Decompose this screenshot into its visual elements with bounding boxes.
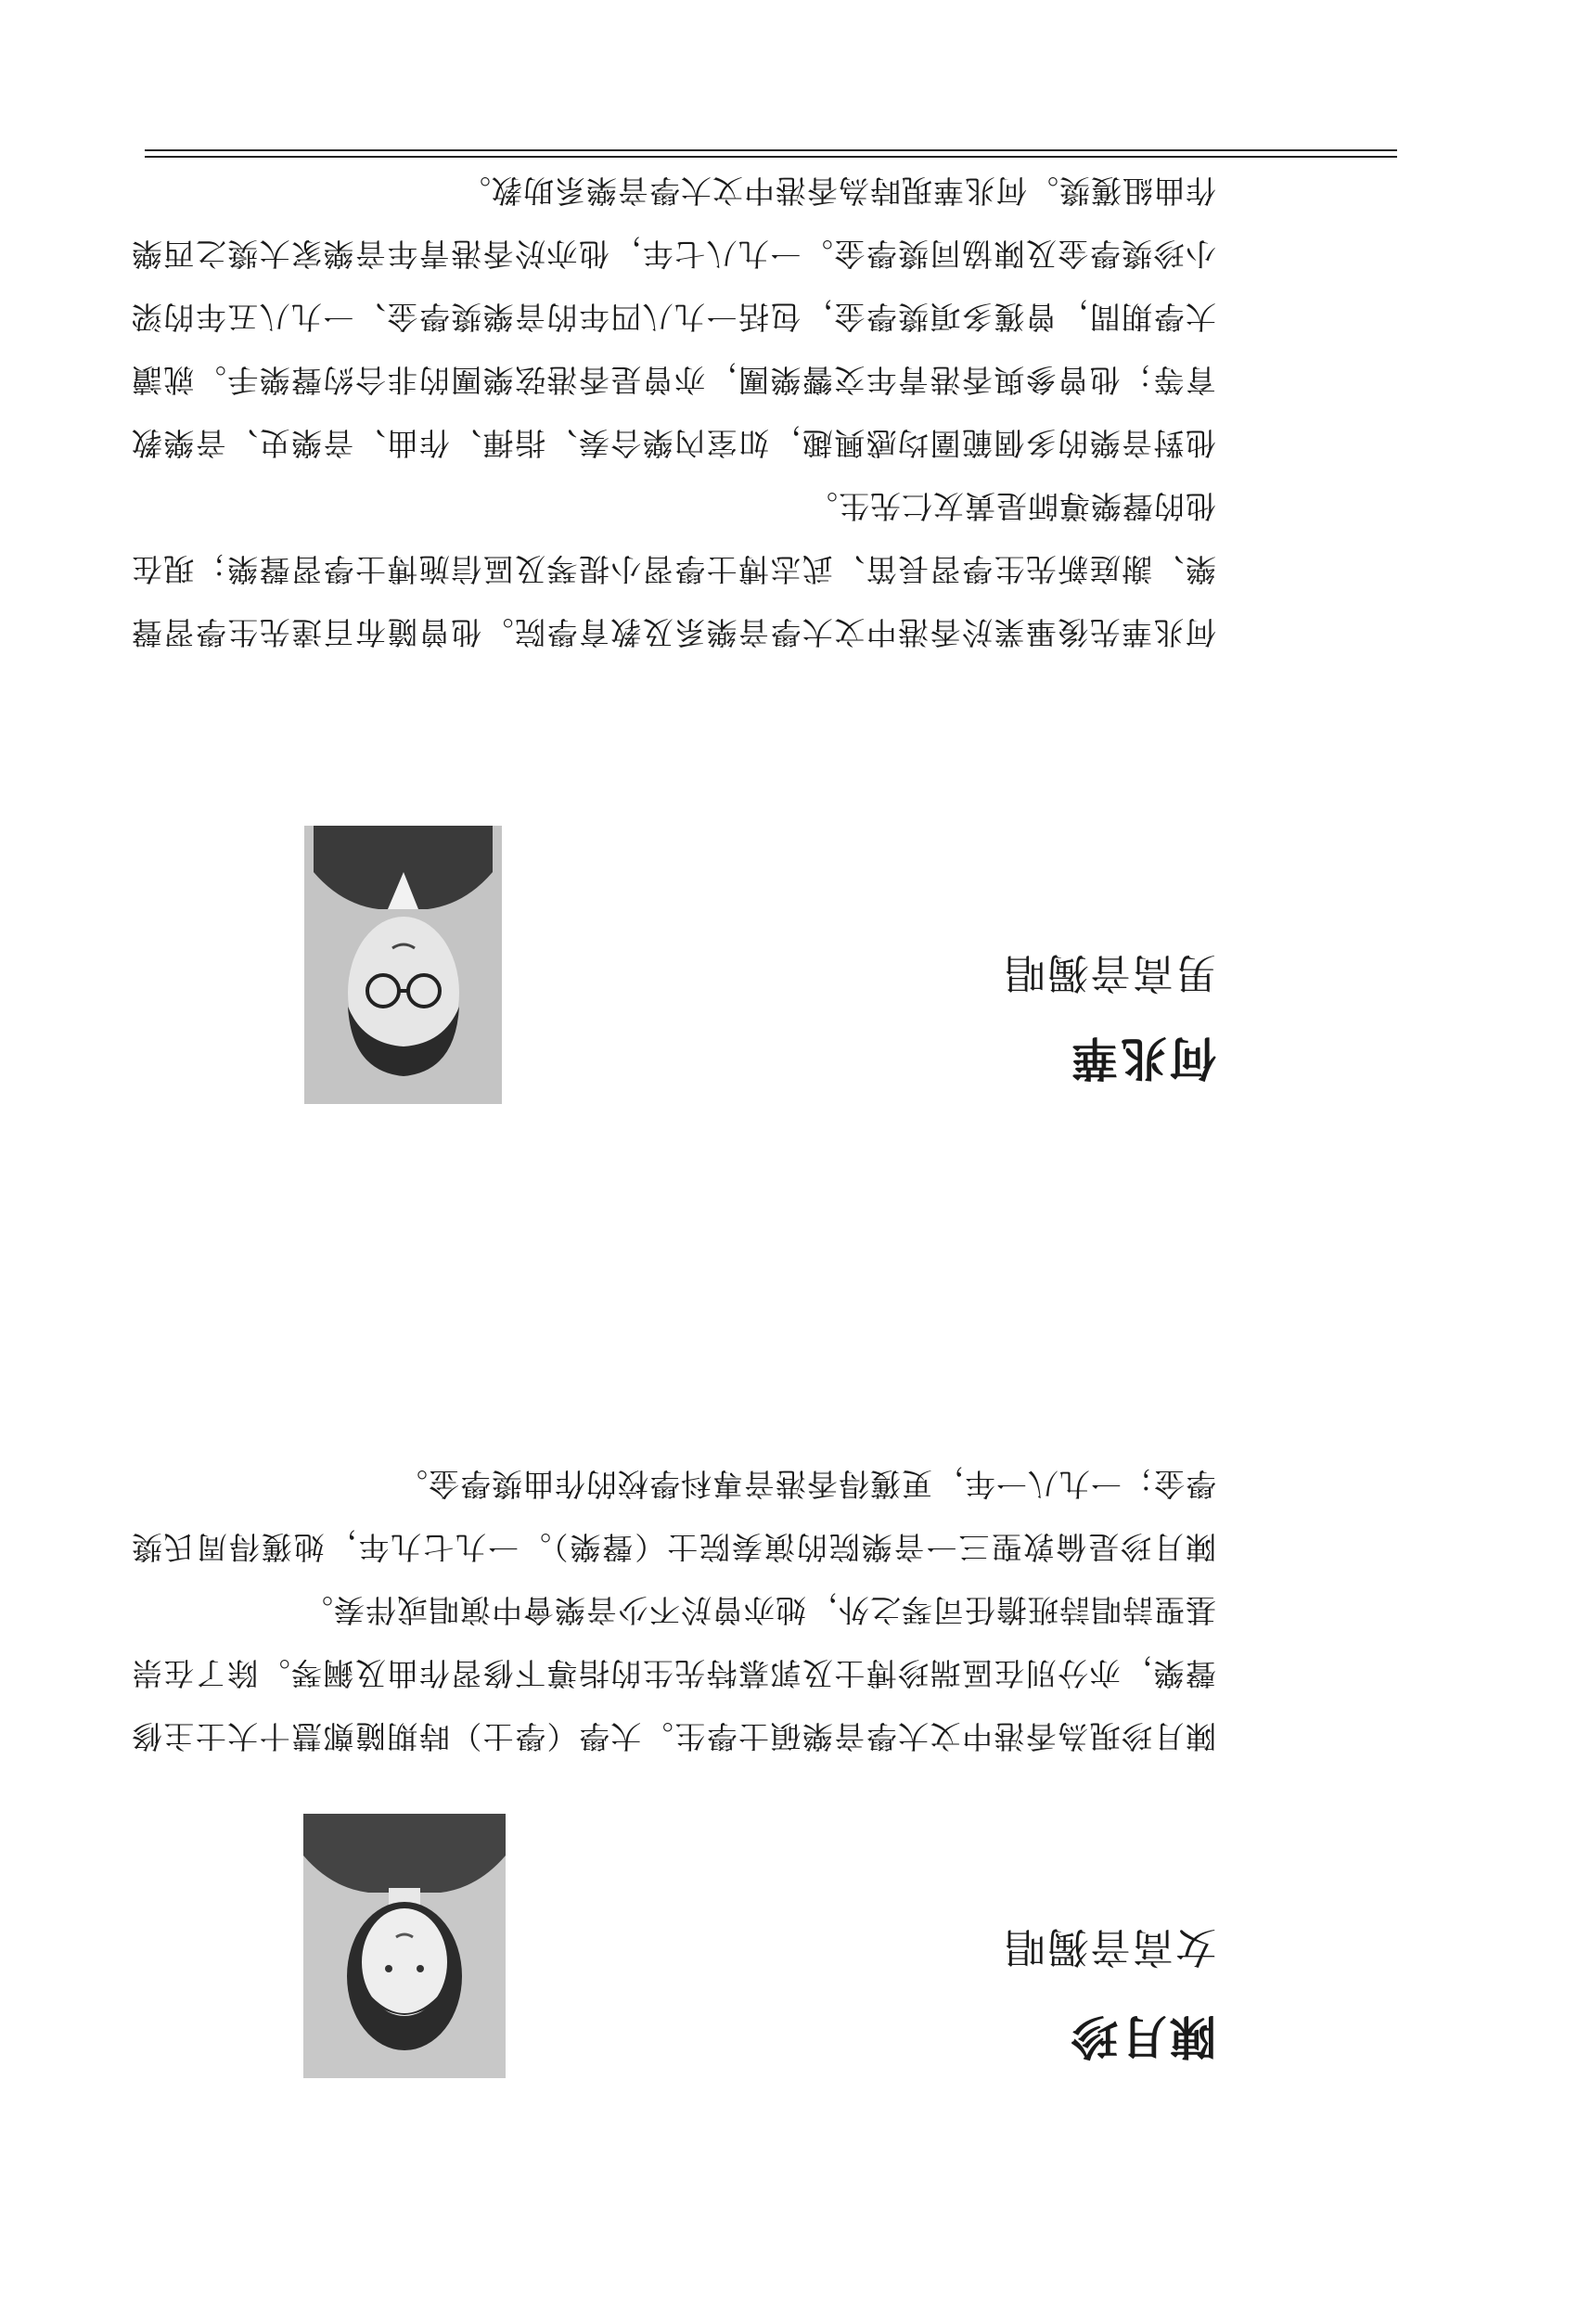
portrait-image-icon	[303, 1814, 506, 2078]
bio-paragraph: 何兆華先後畢業於香港中文大學音樂系及教育學院。他曾隨布百達先生學習聲樂、謝庭新先生學習長笛、武志博士學習小提琴及區信施博士學習聲樂；現在他的聲樂導師是黃友仁先生。	[131, 488, 1216, 650]
performer-name: 何兆華	[1069, 1031, 1216, 1085]
portrait-ho-siu-wah	[304, 826, 502, 1104]
performer-bio	[131, 159, 1216, 663]
bio-paragraph: 他對音樂的多個範圍均感興趣，如室內樂合奏、指揮、作曲、音樂史、音樂教育等；他曾參與香港青年交響樂團，亦曾是香港弦樂團的非合約聲樂手。就讀大學期間，曾獲多項獎學金，包括一九八四年的音樂獎學金、一九八五年的梁小珍獎學金及陳協同獎學金。一九八七年，他亦於香港青年音樂家大獎之西樂作曲組獲獎。何兆華現時為香港中文大學音樂系助教。	[131, 173, 1216, 461]
performer-role: 女高音獨唱	[1003, 1923, 1216, 1971]
portrait-chen-yuet-chun	[303, 1814, 506, 2078]
divider-rule	[145, 156, 1397, 158]
performer-name: 陳月珍	[1069, 2009, 1216, 2063]
bio-paragraph: 陳月珍是倫敦聖三一音樂院的演奏院士（聲樂）。一九七九年，她獲得周氏獎學金；一九八一年，更獲得香港音專科學校的作曲獎學金。	[131, 1466, 1216, 1565]
divider-rule	[145, 149, 1397, 151]
performer-bio	[131, 1452, 1216, 1767]
performer-role: 男高音獨唱	[1003, 949, 1216, 996]
bio-paragraph: 陳月珍現為香港中文大學音樂碩士學生。大學（學士）時期隨鄭慧十大士主修聲樂，亦分別在區瑞珍博士及郭慕特先生的指導下修習作曲及鋼琴。除了在崇基聖詩唱詩班擔任司琴之外，她亦曾於不少音樂會中演唱或伴奏。	[131, 1592, 1216, 1754]
portrait-image-icon	[304, 826, 502, 1104]
